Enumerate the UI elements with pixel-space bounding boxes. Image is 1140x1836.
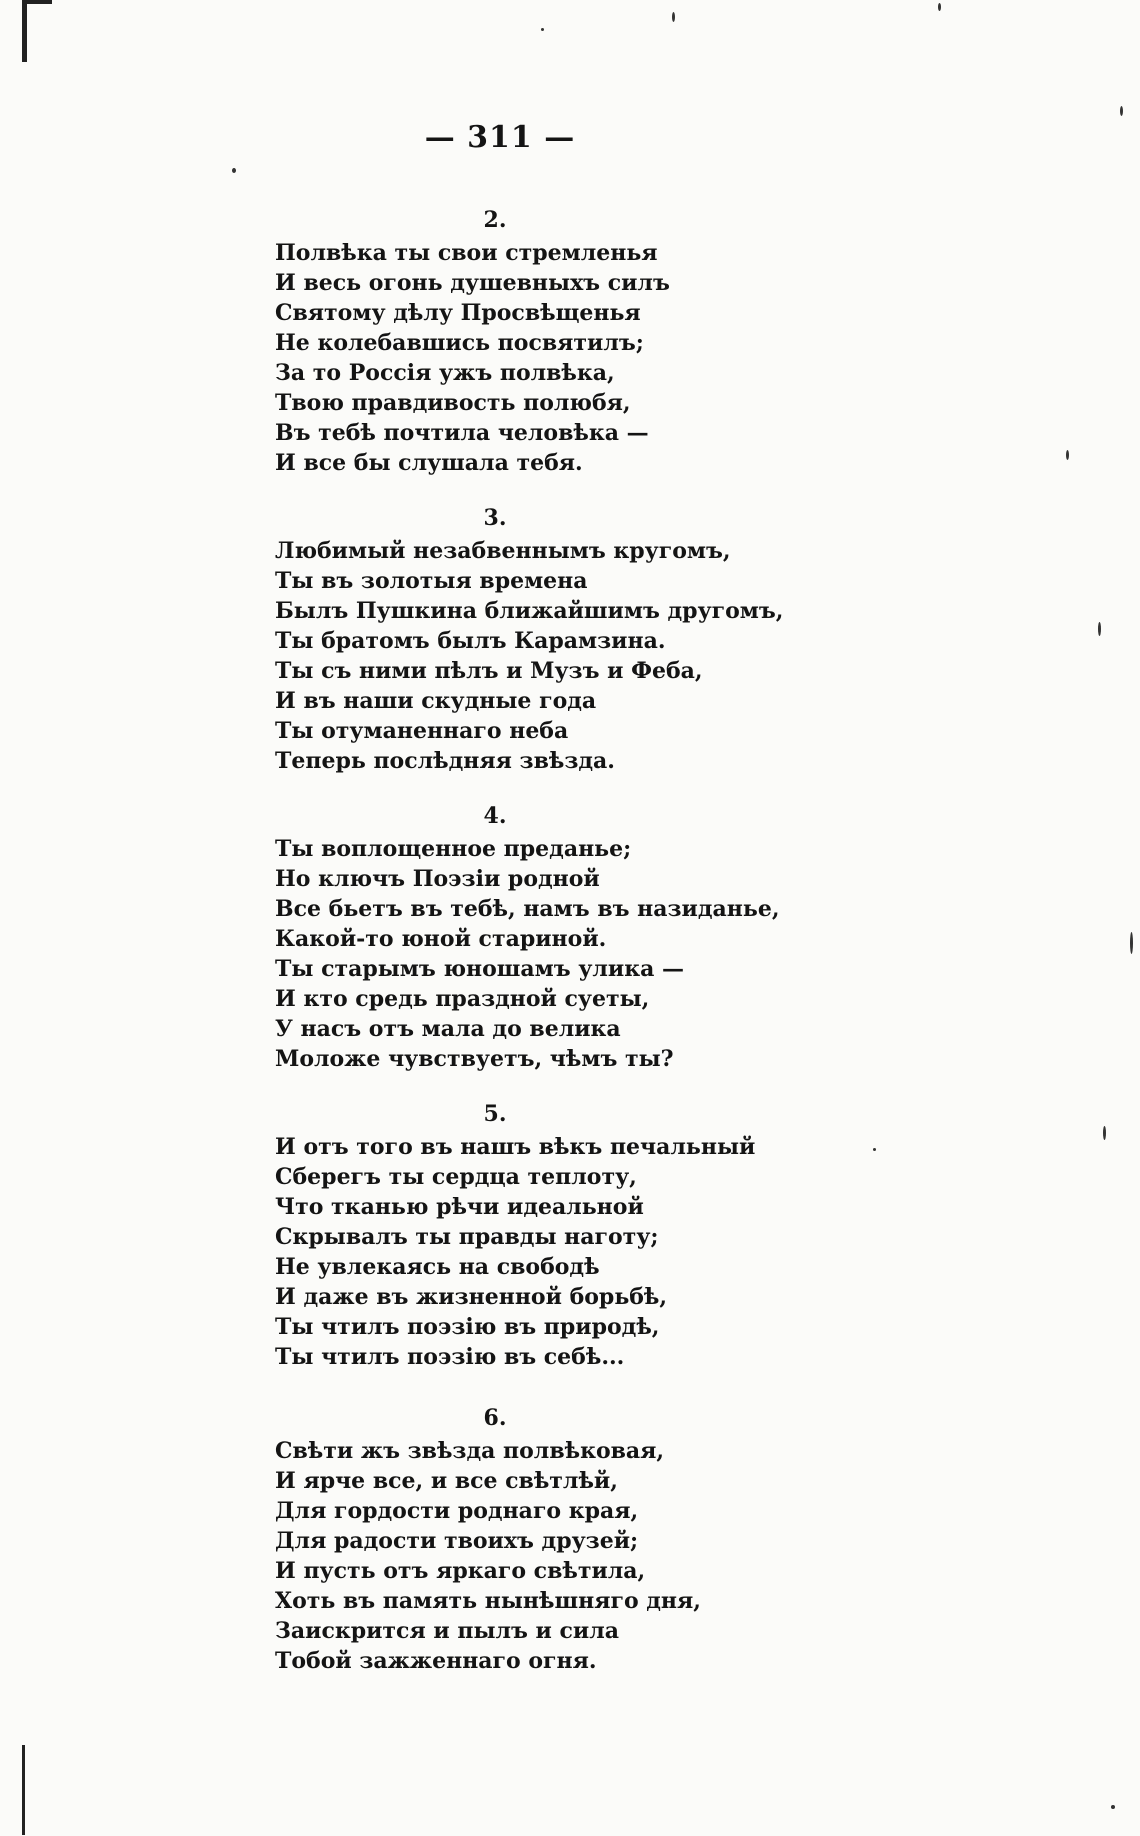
verse-line: Твою правдивость полюбя, bbox=[275, 390, 631, 416]
scan-speck bbox=[1130, 932, 1133, 954]
stanza-5 bbox=[275, 1096, 835, 1372]
verse-line: Теперь послѣдняя звѣзда. bbox=[275, 748, 615, 774]
scan-speck bbox=[1120, 106, 1123, 116]
stanza-2 bbox=[275, 202, 835, 478]
scan-speck bbox=[541, 28, 544, 31]
verse-line: Для гордости роднаго края, bbox=[275, 1498, 639, 1524]
verse-line: И весь огонь душевныхъ силъ bbox=[275, 270, 670, 296]
verse-line: Сберегъ ты сердца теплоту, bbox=[275, 1164, 637, 1190]
verse-line: Ты съ ними пѣлъ и Музъ и Феба, bbox=[275, 658, 703, 684]
scan-speck bbox=[1066, 450, 1069, 460]
verse-line: Полвѣка ты свои стремленья bbox=[275, 240, 658, 266]
verse-line: Ты отуманеннаго неба bbox=[275, 718, 569, 744]
verse-line: Заискрится и пылъ и сила bbox=[275, 1618, 619, 1644]
scan-edge-mark-bottom-left bbox=[22, 1745, 25, 1835]
stanza-number: 4. bbox=[483, 803, 507, 829]
verse-line: Ты чтилъ поэзію въ природѣ, bbox=[275, 1314, 660, 1340]
verse-line: Моложе чувствуетъ, чѣмъ ты? bbox=[275, 1046, 674, 1072]
verse-line: Былъ Пушкина ближайшимъ другомъ, bbox=[275, 598, 784, 624]
stanza-number: 5. bbox=[483, 1101, 507, 1127]
stanza-number: 6. bbox=[483, 1405, 507, 1431]
verse-line: У насъ отъ мала до велика bbox=[275, 1016, 621, 1042]
verse-line: Что тканью рѣчи идеальной bbox=[275, 1194, 644, 1220]
scan-speck bbox=[938, 3, 941, 11]
verse-line: И отъ того въ нашъ вѣкъ печальный bbox=[275, 1134, 756, 1160]
stanza-3 bbox=[275, 500, 835, 776]
verse-line: И ярче все, и все свѣтлѣй, bbox=[275, 1468, 618, 1494]
scan-speck bbox=[1103, 1126, 1106, 1140]
scan-speck bbox=[232, 168, 236, 173]
verse-line: Не колебавшись посвятилъ; bbox=[275, 330, 644, 356]
verse-line: И въ наши скудные года bbox=[275, 688, 597, 714]
stanza-4 bbox=[275, 798, 835, 1074]
verse-line: Какой-то юной стариной. bbox=[275, 926, 607, 952]
scan-speck bbox=[1098, 622, 1101, 636]
verse-line: Святому дѣлу Просвѣщенья bbox=[275, 300, 641, 326]
verse-line: Ты старымъ юношамъ улика — bbox=[275, 956, 685, 982]
verse-line: Ты въ золотыя времена bbox=[275, 568, 588, 594]
verse-line: Ты братомъ былъ Карамзина. bbox=[275, 628, 666, 654]
verse-line: Свѣти жъ звѣзда полвѣковая, bbox=[275, 1438, 665, 1464]
verse-line: Любимый незабвеннымъ кругомъ, bbox=[275, 538, 731, 564]
scan-speck bbox=[1111, 1805, 1115, 1809]
verse-line: За то Россія ужъ полвѣка, bbox=[275, 360, 615, 386]
verse-line: Въ тебѣ почтила человѣка — bbox=[275, 420, 649, 446]
stanza-number: 2. bbox=[483, 207, 507, 233]
stanza-6 bbox=[275, 1400, 835, 1676]
verse-line: Но ключъ Поэзіи родной bbox=[275, 866, 600, 892]
verse-line: Все бьетъ въ тебѣ, намъ въ назиданье, bbox=[275, 896, 780, 922]
verse-line: И даже въ жизненной борьбѣ, bbox=[275, 1284, 668, 1310]
verse-line: Тобой зажженнаго огня. bbox=[275, 1648, 597, 1674]
scan-edge-mark-top-left-horizontal bbox=[22, 0, 52, 4]
verse-line: И пусть отъ яркаго свѣтила, bbox=[275, 1558, 646, 1584]
verse-line: И все бы слушала тебя. bbox=[275, 450, 583, 476]
page-number: — 311 — bbox=[424, 120, 576, 155]
verse-line: Ты воплощенное преданье; bbox=[275, 836, 632, 862]
stanza-number: 3. bbox=[483, 505, 507, 531]
scan-speck bbox=[873, 1148, 876, 1151]
verse-line: Скрывалъ ты правды наготу; bbox=[275, 1224, 659, 1250]
scan-edge-mark-top-left bbox=[22, 0, 27, 62]
verse-line: Не увлекаясь на свободѣ bbox=[275, 1254, 600, 1280]
scan-speck bbox=[672, 12, 675, 22]
verse-line: Для радости твоихъ друзей; bbox=[275, 1528, 639, 1554]
verse-line: И кто средь праздной суеты, bbox=[275, 986, 650, 1012]
verse-line: Хоть въ память нынѣшняго дня, bbox=[275, 1588, 701, 1614]
verse-line: Ты чтилъ поэзію въ себѣ... bbox=[275, 1344, 625, 1370]
